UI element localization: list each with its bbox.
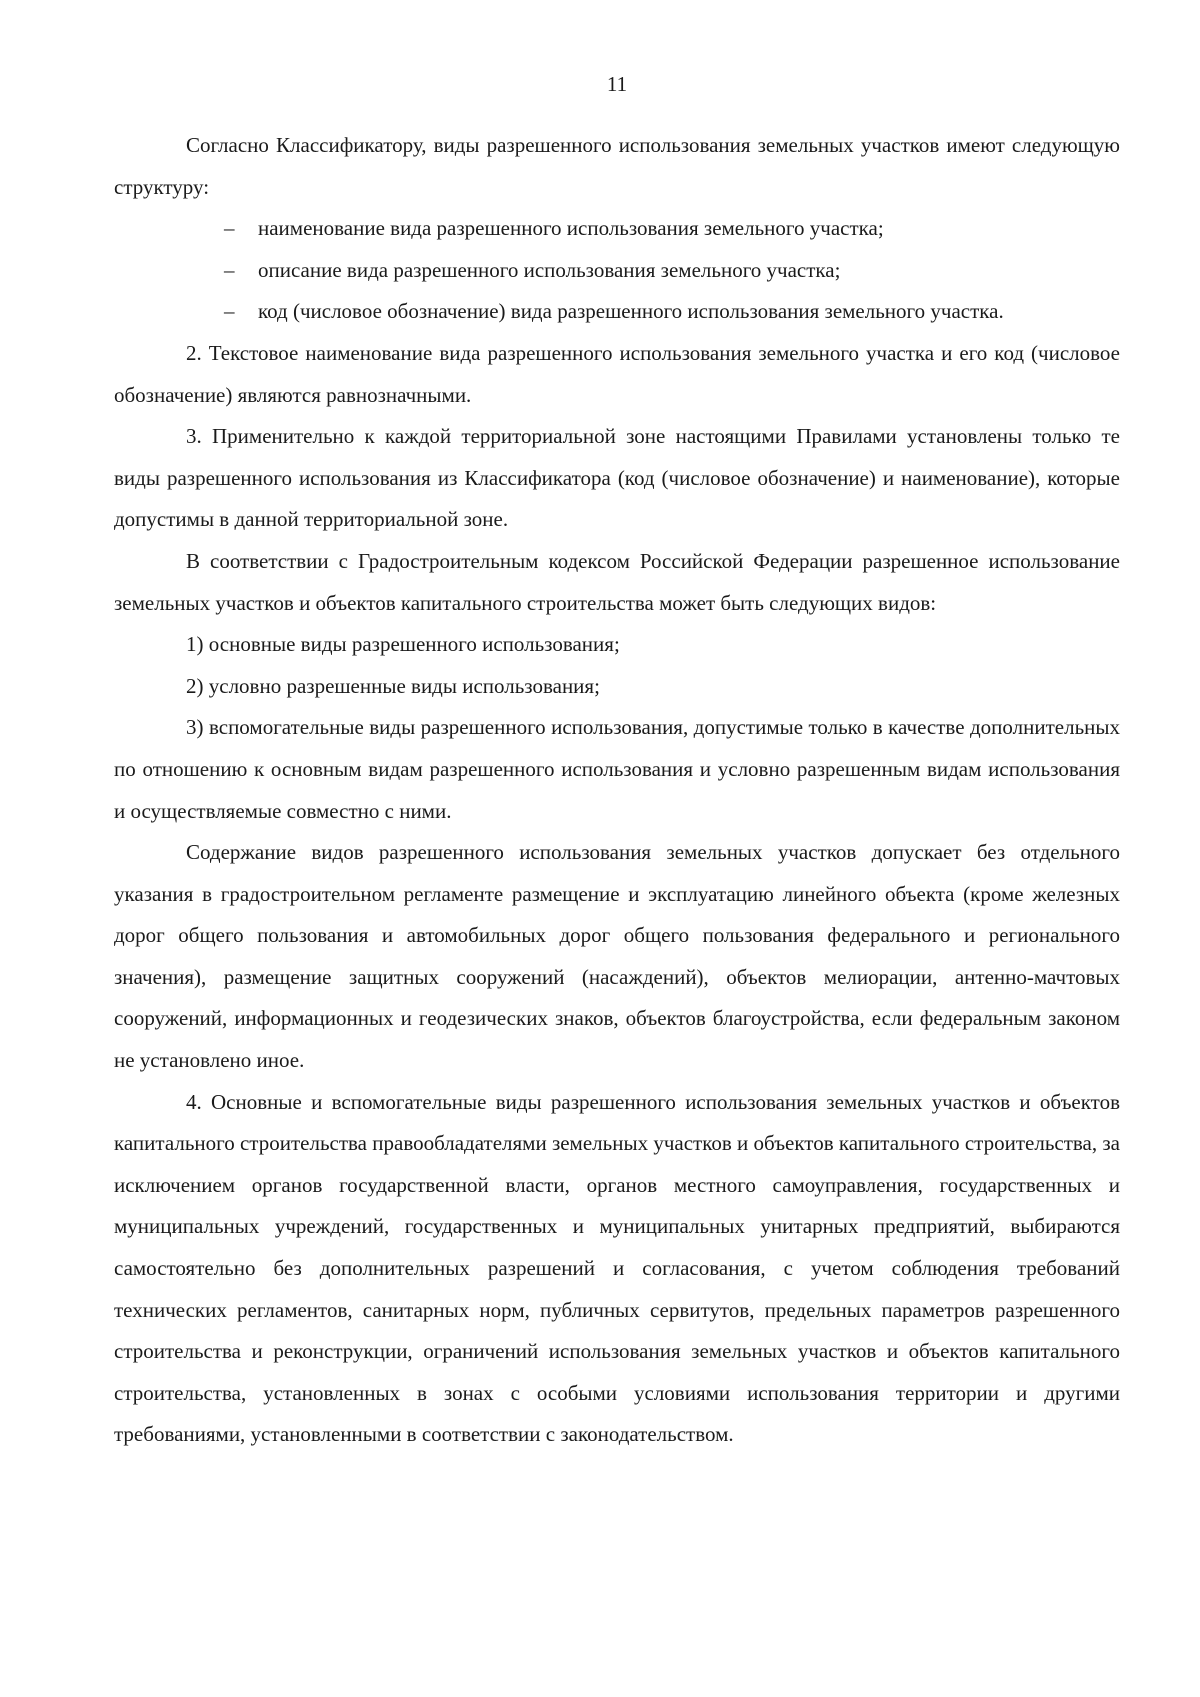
list-item-2: 2) условно разрешенные виды использования; [186, 673, 600, 698]
dash-bullet: – [224, 299, 235, 324]
paragraph-gradostroitelny-kodeks: В соответствии с Градостроительным кодексом Российской Федерации разрешенное использование земельных участков и объектов капитального строительства может быть следующих видов: [114, 548, 1120, 615]
structure-list-item [114, 250, 1120, 292]
paragraph-4: 4. Основные и вспомогательные виды разрешенного использования земельных участков и объектов капитального строительства правообладателями земельных участков и объектов капитального строительства, за исключением органов государственной власти, органов местного самоуправления, государственных и муниципальных учреждений, государственных и муниципальных унитарных предприятий, выбираются самостоятельно без дополнительных разрешений и согласования, с учетом соблюдения требований технических регламентов, санитарных норм, публичных сервитутов, предельных параметров разрешенного строительства и реконструкции, ограничений использования земельных участков и объектов капитального строительства, установленных в зонах с особыми условиями использования территории и другими требованиями, установленными в соответствии с законодательством. [114, 1089, 1120, 1447]
list-item-3: 3) вспомогательные виды разрешенного использования, допустимые только в качестве дополнительных по отношению к основным видам разрешенного использования и условно разрешенным видам использования и осуществляемые совместно с ними. [114, 715, 1120, 823]
structure-list-item [114, 208, 1120, 250]
paragraph-2: 2. Текстовое наименование вида разрешенного использования земельного участка и его код (числовое обозначение) являются равнозначными. [114, 340, 1120, 407]
intro-paragraph: Согласно Классификатору, виды разрешенного использования земельных участков имеют следующую структуру: [114, 133, 1120, 199]
paragraph-soderzhanie: Содержание видов разрешенного использования земельных участков допускает без отдельного указания в градостроительном регламенте размещение и эксплуатацию линейного объекта (кроме железных дорог общего пользования и автомобильных дорог общего пользования федерального и регионального значения), размещение защитных сооружений (насаждений), объектов мелиорации, антенно-мачтовых сооружений, информационных и геодезических знаков, объектов благоустройства, если федеральным законом не установлено иное. [114, 840, 1120, 1073]
paragraph-3: 3. Применительно к каждой территориальной зоне настоящими Правилами установлены только те виды разрешенного использования из Классификатора (код (числовое обозначение) и наименование), которые допустимы в данной территориальной зоне. [114, 424, 1120, 532]
dash-bullet: – [224, 257, 235, 282]
document-body [114, 125, 1120, 1456]
structure-list [114, 208, 1120, 333]
structure-list-item-text: код (числовое обозначение) вида разрешенного использования земельного участка. [258, 299, 1004, 324]
structure-list-item-text: описание вида разрешенного использования земельного участка; [258, 257, 841, 282]
page-number: 11 [606, 72, 628, 96]
structure-list-item [114, 291, 1120, 333]
dash-bullet: – [224, 216, 235, 241]
structure-list-item-text: наименование вида разрешенного использования земельного участка; [258, 216, 884, 241]
list-item-1: 1) основные виды разрешенного использования; [186, 632, 620, 657]
